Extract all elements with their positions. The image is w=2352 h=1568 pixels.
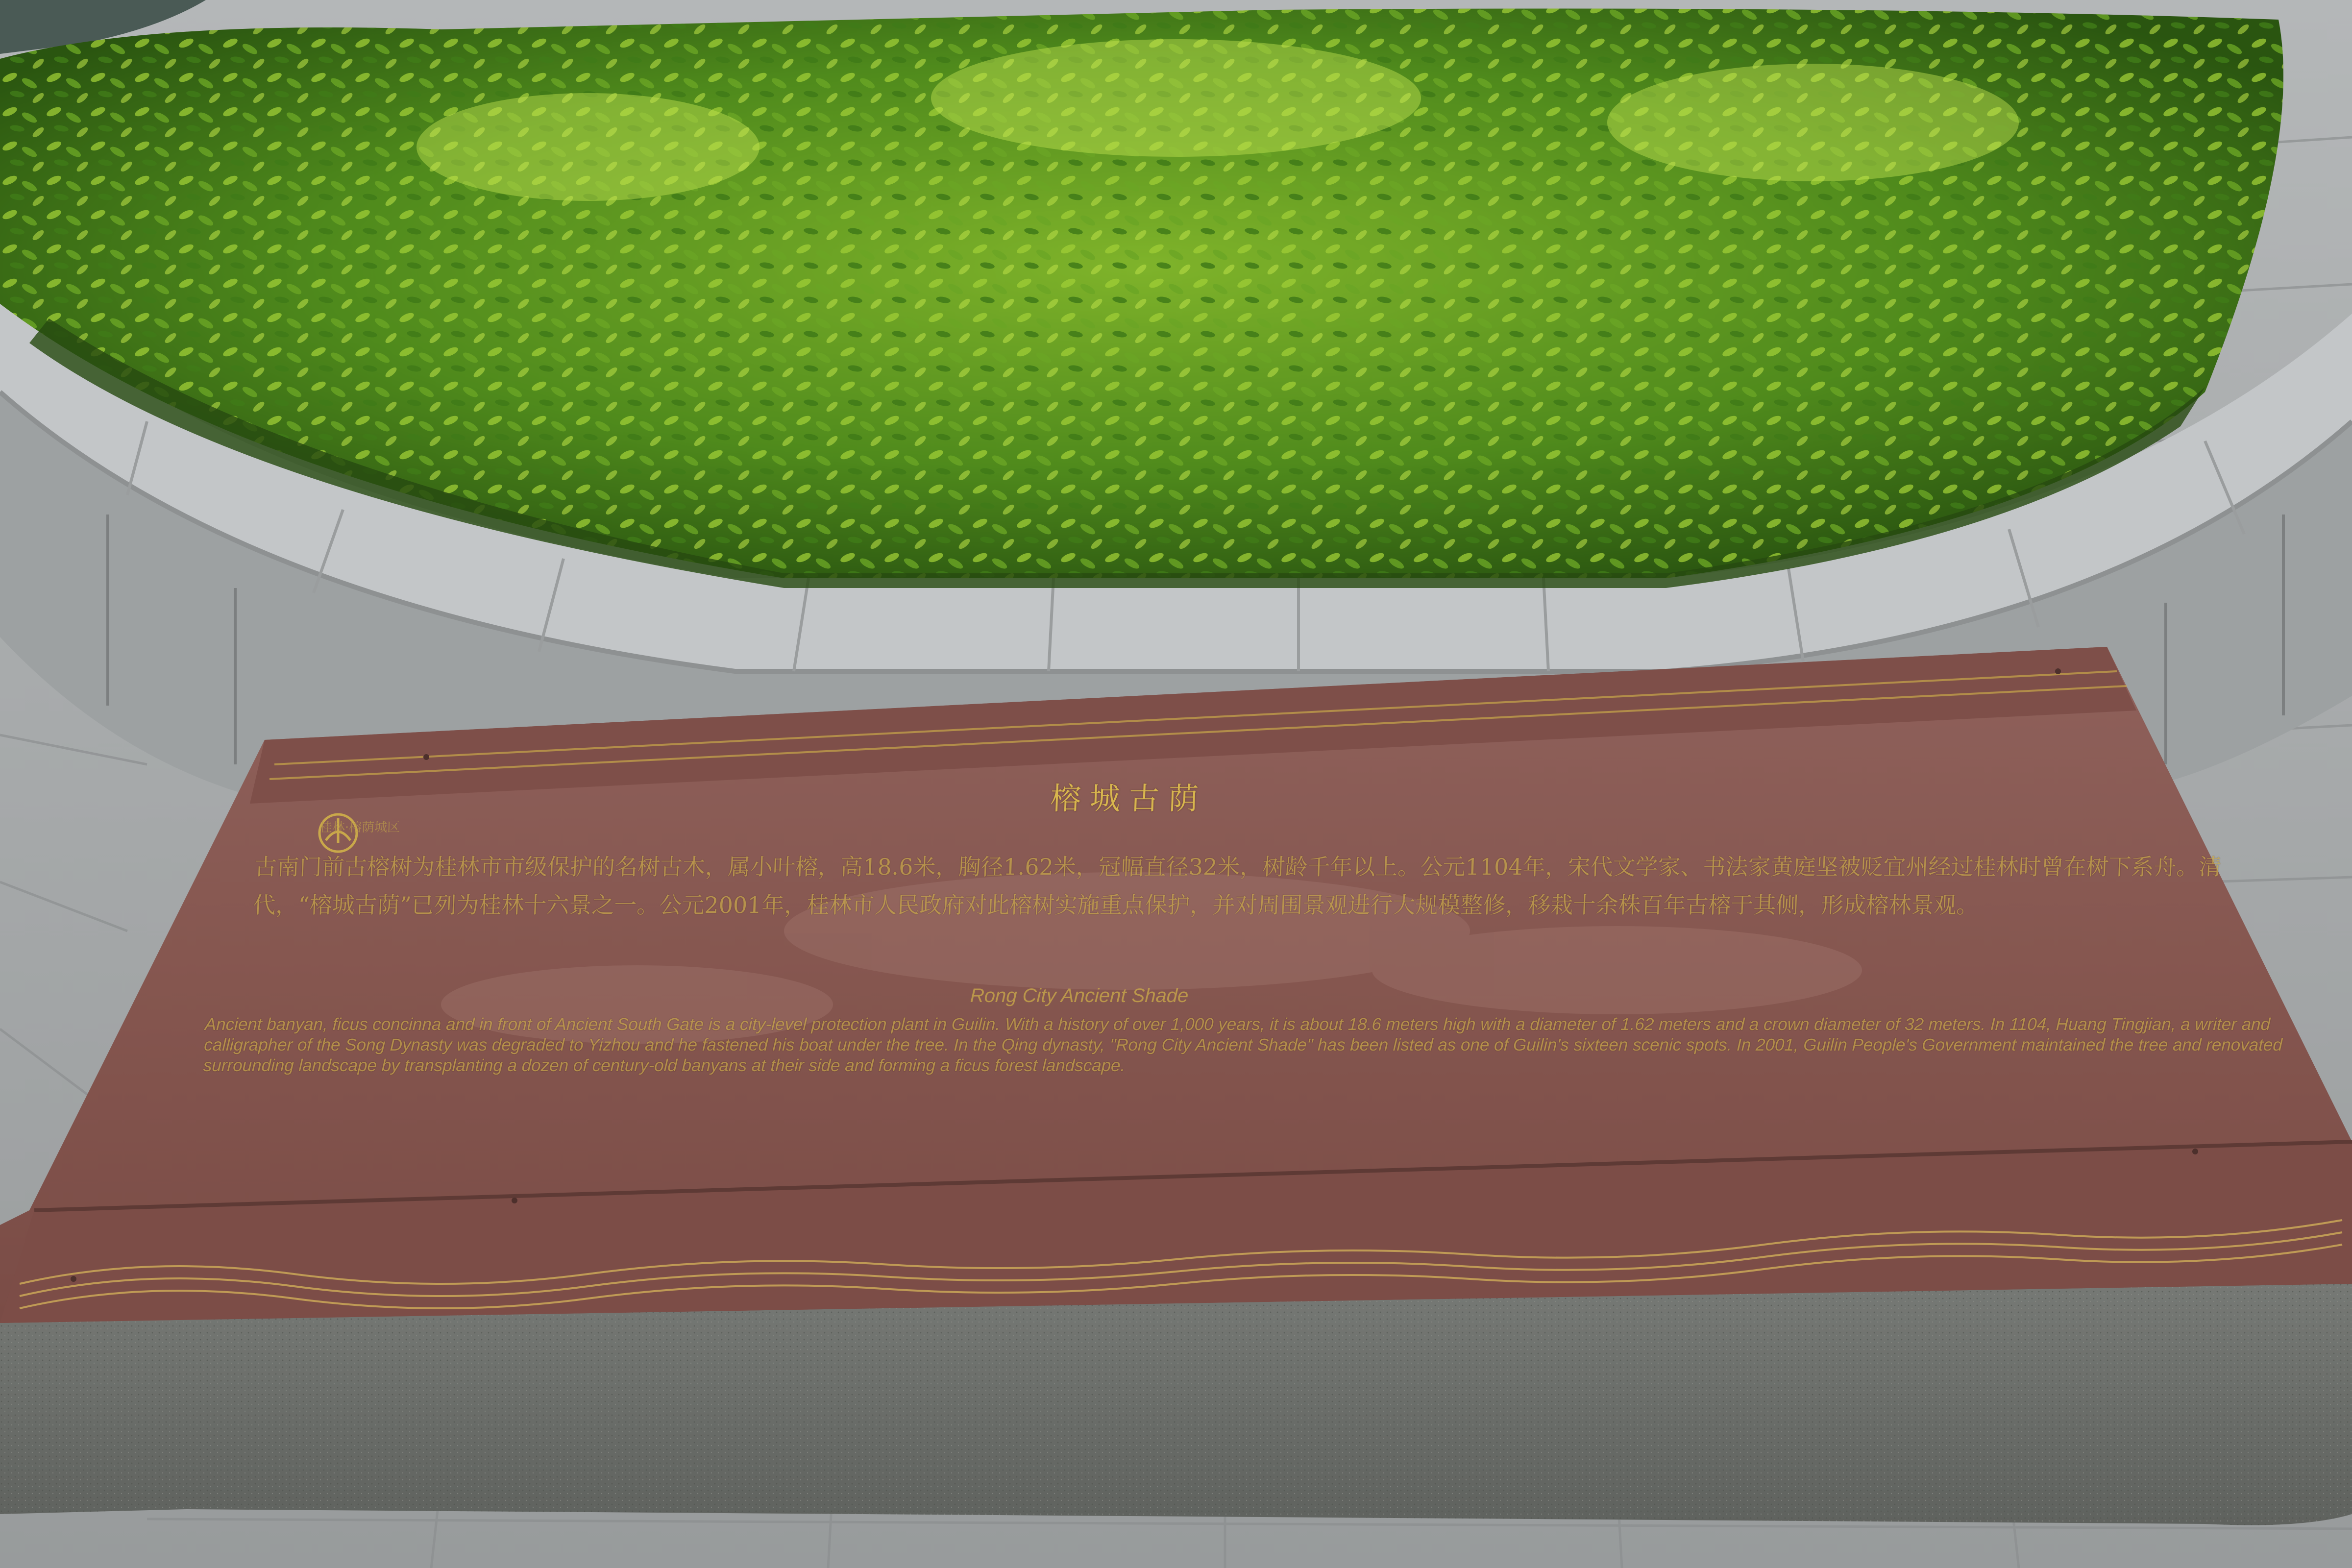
plaque-title-en: Rong City Ancient Shade (970, 985, 1189, 1006)
plaque-title-cn: 榕城古荫 (1050, 781, 1208, 816)
plaque-body-cn: 古南门前古榕树为桂林市市级保护的名树古木，属小叶榕，高18.6米，胸径1.62米，冠幅直径32米，树龄千年以上。公元1104年，宋代文学家、书法家黄庭坚被贬宜州经过桂林时曾在树下系舟。清代，“榕城古荫”已列为桂林十六景之一。公元2001年，桂林市人民政府对此榕树实施重点保护，并对周围景观进行大规模整修，移栽十余株百年古榕于其侧，形成榕林景观。 (252, 854, 2222, 918)
plaque-inscription (203, 774, 2301, 1215)
plaque-body-en: Ancient banyan, ficus concinna and in front of Ancient South Gate is a city-level protection plant in Guilin. With a history of over 1,000 years, it is about 18.6 meters high with a diameter of 1.62 meters and a crown diameter of 32 meters. In 1104, Huang Tingjian, a writer and calligrapher of the Song Dynasty was degraded to Yizhou and he fastened his boat under the tree. In the Qing dynasty, "Rong City Ancient Shade" has been listed as one of Guilin's sixteen scenic spots. In 2001, Guilin People's Government maintained the tree and renovated surrounding landscape by transplanting a dozen of century-old banyans at their side and forming a ficus forest landscape. (203, 1015, 2283, 1075)
plaque-logo-text: 桂林·榕荫城区 (319, 820, 400, 835)
